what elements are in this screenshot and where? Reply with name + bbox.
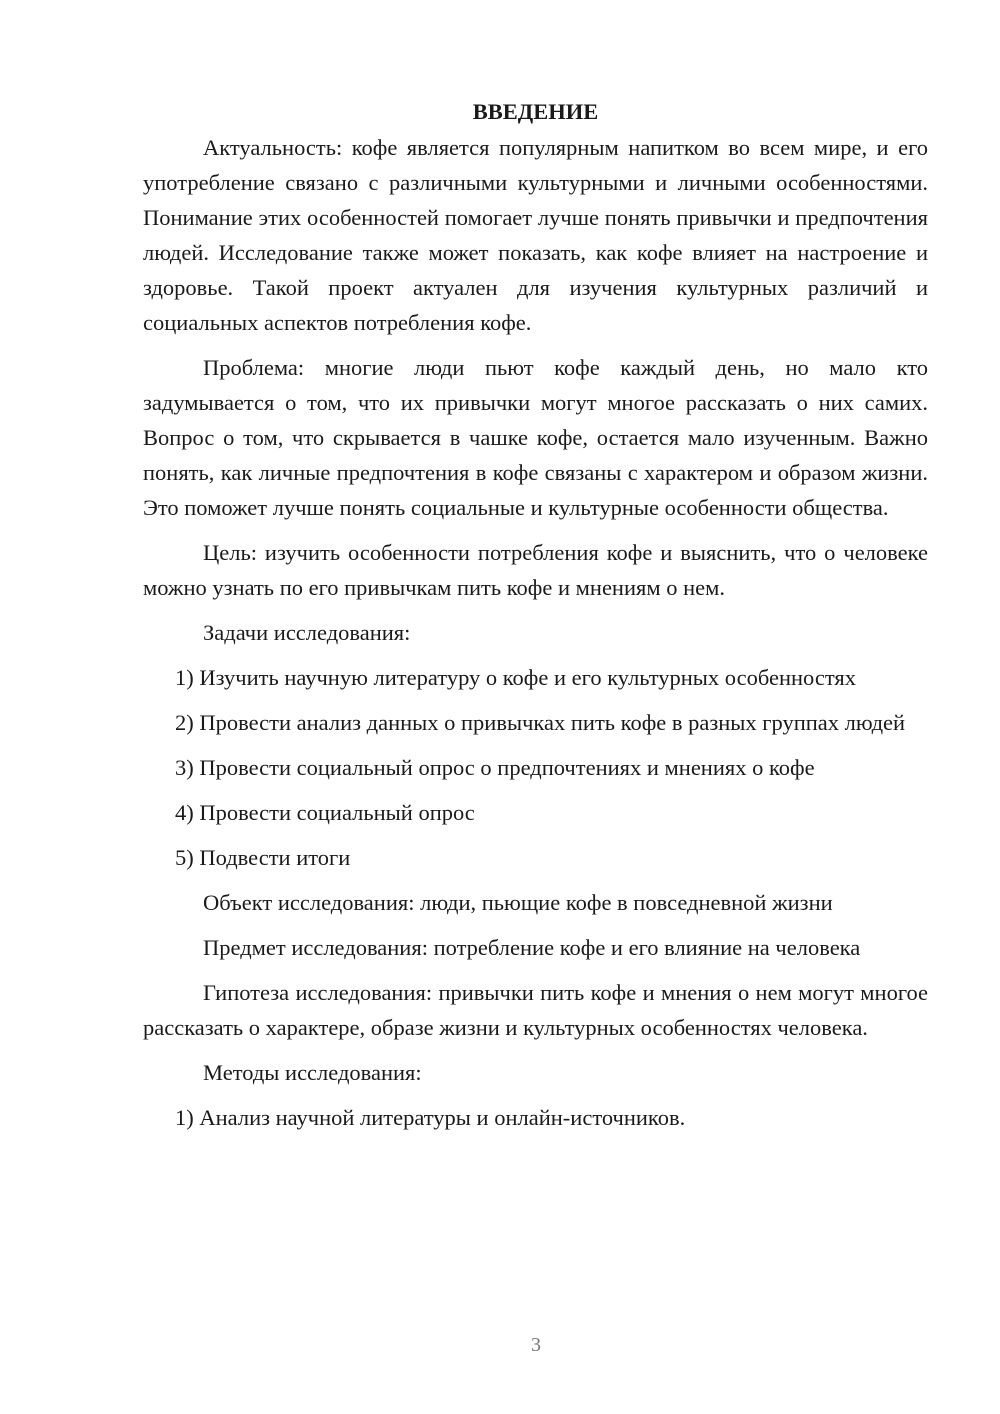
task-item-4: 4) Провести социальный опрос	[175, 800, 475, 825]
page-title: ВВЕДЕНИЕ	[472, 99, 599, 124]
task-item-3: 3) Провести социальный опрос о предпочтениях и мнениях о кофе	[175, 755, 815, 780]
task-item-1: 1) Изучить научную литературу о кофе и его культурных особенностях	[175, 665, 856, 690]
relevance-paragraph: Актуальность: кофе является популярным напитком во всем мире, и его употребление связано с различными культурными и личными особенностями. Понимание этих особенностей помогает лучше понять привычки и предпочтения людей. Исследование также может показать, как кофе влияет на настроение и здоровье. Такой проект актуален для изучения культурных различий и социальных аспектов потребления кофе.	[143, 135, 928, 335]
task-item-2: 2) Провести анализ данных о привычках пить кофе в разных группах людей	[175, 710, 906, 735]
hypothesis-paragraph: Гипотеза исследования: привычки пить кофе и мнения о нем могут многое рассказать о характере, образе жизни и культурных особенностях человека.	[143, 980, 928, 1040]
object-line: Объект исследования: люди, пьющие кофе в повседневной жизни	[203, 890, 833, 915]
methods-heading: Методы исследования:	[203, 1060, 422, 1085]
page-number: 3	[531, 1334, 541, 1356]
problem-paragraph: Проблема: многие люди пьют кофе каждый день, но мало кто задумывается о том, что их привычки могут многое рассказать о них самих. Вопрос о том, что скрывается в чашке кофе, остается мало изученным. Важно понять, как личные предпочтения в кофе связаны с характером и образом жизни. Это поможет лучше понять социальные и культурные особенности общества.	[143, 355, 928, 520]
task-item-5: 5) Подвести итоги	[175, 845, 351, 870]
tasks-heading: Задачи исследования:	[203, 620, 411, 645]
method-item-1: 1) Анализ научной литературы и онлайн-источников.	[175, 1105, 686, 1130]
goal-paragraph: Цель: изучить особенности потребления кофе и выяснить, что о человеке можно узнать по его привычкам пить кофе и мнениям о нем.	[143, 540, 928, 600]
document-body	[143, 98, 928, 1145]
subject-line: Предмет исследования: потребление кофе и его влияние на человека	[203, 935, 861, 960]
